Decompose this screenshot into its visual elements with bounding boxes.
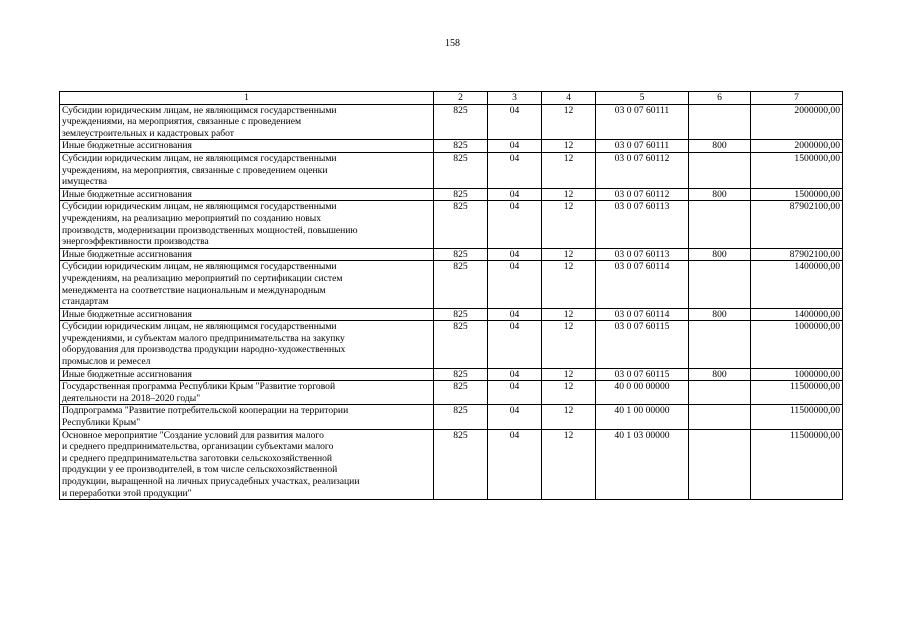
expense-type-code: 800 bbox=[689, 308, 751, 321]
expense-type-code bbox=[689, 261, 751, 308]
budget-table bbox=[59, 91, 843, 500]
row-description: Иные бюджетные ассигнования bbox=[60, 188, 434, 201]
section-code: 04 bbox=[488, 201, 542, 248]
expense-type-code bbox=[689, 381, 751, 405]
ministry-code: 825 bbox=[434, 188, 488, 201]
column-header: 6 bbox=[689, 92, 751, 105]
table-row bbox=[60, 368, 843, 381]
section-code: 04 bbox=[488, 188, 542, 201]
section-code: 04 bbox=[488, 248, 542, 261]
amount: 1500000,00 bbox=[751, 152, 843, 188]
target-article-code: 03 0 07 60114 bbox=[596, 308, 689, 321]
ministry-code: 825 bbox=[434, 381, 488, 405]
amount: 2000000,00 bbox=[751, 104, 843, 140]
ministry-code: 825 bbox=[434, 140, 488, 153]
row-description: Подпрограмма "Развитие потребительской кооперации на территории Республики Крым" bbox=[60, 405, 434, 429]
subsection-code: 12 bbox=[542, 429, 596, 500]
target-article-code: 03 0 07 60113 bbox=[596, 201, 689, 248]
row-description: Субсидии юридическим лицам, не являющимся государственными учреждениям, на мероприятия, связанные с проведением оценки имущества bbox=[60, 152, 434, 188]
amount: 11500000,00 bbox=[751, 429, 843, 500]
column-header: 5 bbox=[596, 92, 689, 105]
subsection-code: 12 bbox=[542, 201, 596, 248]
table-row bbox=[60, 152, 843, 188]
subsection-code: 12 bbox=[542, 248, 596, 261]
amount: 11500000,00 bbox=[751, 381, 843, 405]
ministry-code: 825 bbox=[434, 104, 488, 140]
table-row bbox=[60, 104, 843, 140]
amount: 1500000,00 bbox=[751, 188, 843, 201]
ministry-code: 825 bbox=[434, 405, 488, 429]
table-row bbox=[60, 321, 843, 368]
row-description: Иные бюджетные ассигнования bbox=[60, 308, 434, 321]
target-article-code: 03 0 07 60112 bbox=[596, 188, 689, 201]
target-article-code: 03 0 07 60111 bbox=[596, 104, 689, 140]
row-description: Субсидии юридическим лицам, не являющимся государственными учреждениями, на мероприятия, связанные с проведением землеустроительных и кадастровых работ bbox=[60, 104, 434, 140]
expense-type-code: 800 bbox=[689, 140, 751, 153]
table-header-row bbox=[60, 92, 843, 105]
target-article-code: 40 1 00 00000 bbox=[596, 405, 689, 429]
table-row bbox=[60, 429, 843, 500]
row-description: Иные бюджетные ассигнования bbox=[60, 248, 434, 261]
amount: 1000000,00 bbox=[751, 321, 843, 368]
section-code: 04 bbox=[488, 405, 542, 429]
expense-type-code bbox=[689, 104, 751, 140]
table-body bbox=[60, 104, 843, 500]
amount: 1400000,00 bbox=[751, 261, 843, 308]
table-row bbox=[60, 308, 843, 321]
row-description: Иные бюджетные ассигнования bbox=[60, 140, 434, 153]
subsection-code: 12 bbox=[542, 188, 596, 201]
table-row bbox=[60, 405, 843, 429]
ministry-code: 825 bbox=[434, 321, 488, 368]
target-article-code: 03 0 07 60112 bbox=[596, 152, 689, 188]
subsection-code: 12 bbox=[542, 368, 596, 381]
page-number: 158 bbox=[445, 38, 460, 49]
expense-type-code: 800 bbox=[689, 188, 751, 201]
ministry-code: 825 bbox=[434, 201, 488, 248]
amount: 1400000,00 bbox=[751, 308, 843, 321]
section-code: 04 bbox=[488, 429, 542, 500]
expense-type-code: 800 bbox=[689, 368, 751, 381]
target-article-code: 03 0 07 60114 bbox=[596, 261, 689, 308]
ministry-code: 825 bbox=[434, 248, 488, 261]
row-description: Основное мероприятие "Создание условий для развития малого и среднего предпринимательства, организации субъектами малого и среднего предпринимательства заготовки сельскохозяйственной продукции у ее производителей, в том числе сельскохозяйственной продукции, выращенной на личных приусадебных участках, реализации и переработки этой продукции" bbox=[60, 429, 434, 500]
section-code: 04 bbox=[488, 261, 542, 308]
section-code: 04 bbox=[488, 308, 542, 321]
expense-type-code bbox=[689, 405, 751, 429]
row-description: Субсидии юридическим лицам, не являющимся государственными учреждениям, на реализацию мероприятий по созданию новых производств, модернизации производственных мощностей, повышению энергоэффективности производства bbox=[60, 201, 434, 248]
table-row bbox=[60, 188, 843, 201]
ministry-code: 825 bbox=[434, 261, 488, 308]
amount: 11500000,00 bbox=[751, 405, 843, 429]
subsection-code: 12 bbox=[542, 381, 596, 405]
target-article-code: 40 0 00 00000 bbox=[596, 381, 689, 405]
ministry-code: 825 bbox=[434, 152, 488, 188]
row-description: Государственная программа Республики Крым "Развитие торговой деятельности на 2018–2020 годы" bbox=[60, 381, 434, 405]
target-article-code: 03 0 07 60111 bbox=[596, 140, 689, 153]
table-row bbox=[60, 381, 843, 405]
row-description: Субсидии юридическим лицам, не являющимся государственными учреждениям, на реализацию мероприятий по сертификации систем менеджмента на соответствие национальным и международным стандартам bbox=[60, 261, 434, 308]
subsection-code: 12 bbox=[542, 104, 596, 140]
column-header: 2 bbox=[434, 92, 488, 105]
table-row bbox=[60, 140, 843, 153]
target-article-code: 03 0 07 60115 bbox=[596, 368, 689, 381]
target-article-code: 03 0 07 60113 bbox=[596, 248, 689, 261]
row-description: Иные бюджетные ассигнования bbox=[60, 368, 434, 381]
section-code: 04 bbox=[488, 152, 542, 188]
ministry-code: 825 bbox=[434, 429, 488, 500]
target-article-code: 03 0 07 60115 bbox=[596, 321, 689, 368]
amount: 2000000,00 bbox=[751, 140, 843, 153]
subsection-code: 12 bbox=[542, 405, 596, 429]
table-row bbox=[60, 261, 843, 308]
column-header: 4 bbox=[542, 92, 596, 105]
table-row bbox=[60, 248, 843, 261]
column-header: 3 bbox=[488, 92, 542, 105]
amount: 87902100,00 bbox=[751, 248, 843, 261]
amount: 87902100,00 bbox=[751, 201, 843, 248]
section-code: 04 bbox=[488, 381, 542, 405]
subsection-code: 12 bbox=[542, 308, 596, 321]
expense-type-code bbox=[689, 201, 751, 248]
section-code: 04 bbox=[488, 140, 542, 153]
section-code: 04 bbox=[488, 104, 542, 140]
section-code: 04 bbox=[488, 321, 542, 368]
expense-type-code bbox=[689, 429, 751, 500]
target-article-code: 40 1 03 00000 bbox=[596, 429, 689, 500]
amount: 1000000,00 bbox=[751, 368, 843, 381]
ministry-code: 825 bbox=[434, 368, 488, 381]
row-description: Субсидии юридическим лицам, не являющимся государственными учреждениями, и субъектам малого предпринимательства на закупку оборудования для производства продукции народно-художественных промыслов и ремесел bbox=[60, 321, 434, 368]
section-code: 04 bbox=[488, 368, 542, 381]
subsection-code: 12 bbox=[542, 152, 596, 188]
ministry-code: 825 bbox=[434, 308, 488, 321]
expense-type-code: 800 bbox=[689, 248, 751, 261]
column-header: 7 bbox=[751, 92, 843, 105]
subsection-code: 12 bbox=[542, 140, 596, 153]
table-row bbox=[60, 201, 843, 248]
subsection-code: 12 bbox=[542, 261, 596, 308]
subsection-code: 12 bbox=[542, 321, 596, 368]
column-header: 1 bbox=[60, 92, 434, 105]
expense-type-code bbox=[689, 321, 751, 368]
expense-type-code bbox=[689, 152, 751, 188]
